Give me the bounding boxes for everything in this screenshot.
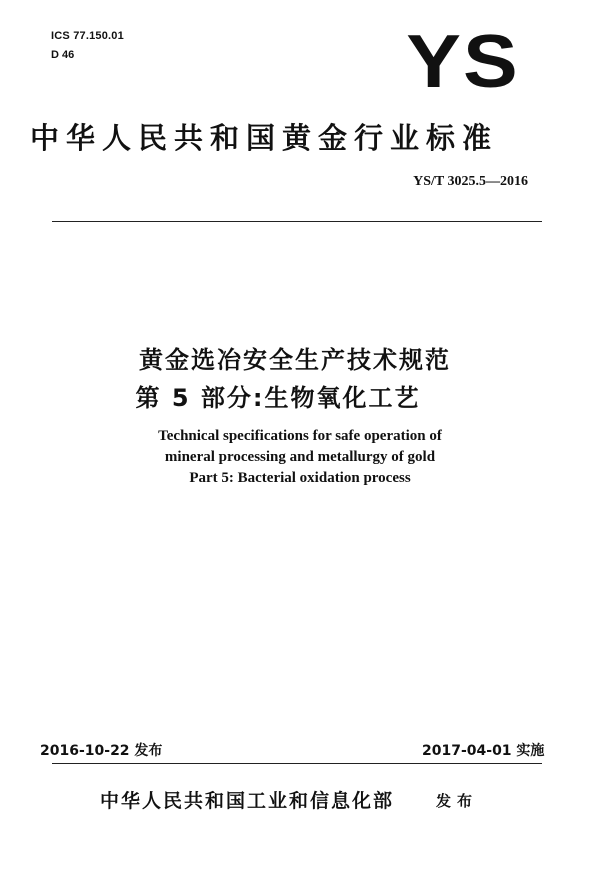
standard-number: YS/T 3025.5—2016 [413,174,528,189]
cn-title-line2: 第 5 部分:生物氧化工艺 [135,384,421,412]
en-title-line3: Part 5: Bacterial oxidation process [189,470,411,486]
en-title [0,426,600,489]
ys-logo [398,20,528,104]
ics-code: ICS 77.150.01 [51,30,124,42]
bottom-divider [52,763,542,764]
issue-action: 发布 [436,792,479,810]
standard-category: 中华人民共和国黄金行业标准 [30,121,499,155]
en-title-line2: mineral processing and metallurgy of gold [164,449,436,465]
top-divider [52,221,542,222]
implement-date: 2017-04-01 实施 [422,743,545,759]
logo-text: YS [406,20,520,104]
publish-date: 2016-10-22 发布 [40,743,163,759]
en-title-line1: Technical specifications for safe operation of [158,428,442,444]
cn-title-line1: 黄金选冶安全生产技术规范 [139,346,451,374]
category-code: D 46 [51,49,75,61]
issuer-name: 中华人民共和国工业和信息化部 [100,790,395,812]
